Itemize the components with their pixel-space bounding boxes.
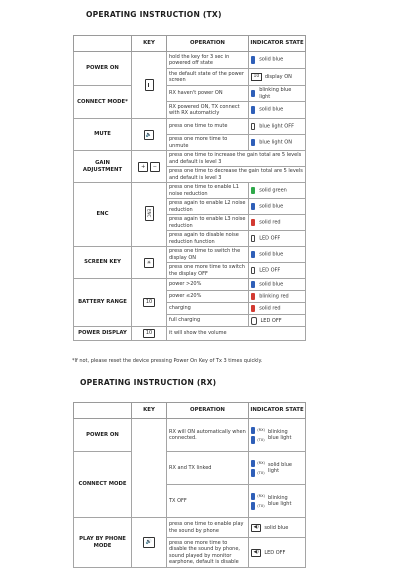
tx-header-row — [74, 36, 306, 52]
speaker-icon: ◀) — [251, 524, 261, 532]
indicator-cell: solid red — [249, 215, 306, 231]
indicator-cell: blue light ON — [249, 135, 306, 151]
led-red-icon — [251, 219, 255, 227]
rx-instruction-table — [73, 402, 306, 568]
led-off-icon — [251, 123, 255, 131]
operation-cell: power >20% — [167, 279, 249, 291]
battery-key-cell — [132, 279, 167, 327]
operation-cell: RX powered ON, TX connect with RX automaticly — [167, 102, 249, 119]
power-key-icon — [145, 79, 154, 91]
screen-key-icon: ☀ — [144, 258, 154, 268]
tx-header-key: KEY — [132, 36, 167, 52]
operation-cell: press one time to enable play the sound by phone — [167, 518, 249, 538]
function-power-on: POWER ON — [74, 52, 132, 86]
speaker-icon: ◀) — [251, 549, 261, 557]
led-blue-icon — [251, 56, 255, 64]
operation-cell: press again to enable L3 noise reduction — [167, 215, 249, 231]
rx-header-indicator: INDICATOR STATE — [249, 403, 306, 419]
gain-key-cell — [132, 151, 167, 183]
function-rx-power-on: POWER ON — [74, 419, 132, 452]
indicator-cell: solid blue — [249, 52, 306, 69]
reset-note: *If not, please reset the device pressing Power On Key of Tx 3 times quickly. — [72, 358, 263, 364]
gain-minus-key-icon: − — [150, 162, 160, 172]
operation-cell: full charging — [167, 315, 249, 327]
table-row — [74, 247, 306, 263]
operation-cell: it will show the volume — [167, 327, 306, 341]
led-rx-icon — [251, 493, 255, 501]
led-red-icon — [251, 305, 255, 313]
function-mute: MUTE — [74, 119, 132, 151]
tx-header-indicator: INDICATOR STATE — [249, 36, 306, 52]
tx-section-title: OPERATING INSTRUCTION (TX) — [86, 10, 222, 19]
indicator-cell: ◀) LED OFF — [249, 538, 306, 568]
indicator-cell: LED OFF — [249, 231, 306, 247]
phone-mode-key-cell — [132, 518, 167, 568]
table-row — [74, 419, 306, 452]
indicator-cell: 10 display ON — [249, 69, 306, 86]
led-off-icon — [251, 235, 255, 243]
led-off-icon — [251, 317, 257, 325]
tx-instruction-table — [73, 35, 306, 341]
led-off-icon — [251, 267, 255, 275]
function-connect-mode: CONNECT MODE* — [74, 86, 132, 119]
table-row — [74, 119, 306, 135]
function-gain-adjustment: GAIN ADJUSTMENT — [74, 151, 132, 183]
indicator-cell: solid red — [249, 303, 306, 315]
mute-key-icon: 🔈 — [145, 131, 153, 138]
table-row — [74, 518, 306, 538]
power-key-cell — [132, 52, 167, 119]
operation-cell: RX and TX linked — [167, 452, 249, 485]
operation-cell: the default state of the power screen — [167, 69, 249, 86]
indicator-cell: solid blue — [249, 102, 306, 119]
indicator-cell: solid blue — [249, 247, 306, 263]
operation-cell: power ≤20% — [167, 291, 249, 303]
indicator-cell: ◀) solid blue — [249, 518, 306, 538]
led-rx-icon — [251, 460, 255, 468]
function-power-display: POWER DISPLAY — [74, 327, 132, 341]
display-icon: 10 — [251, 73, 262, 81]
table-row — [74, 327, 306, 341]
phone-mode-key-icon: 🔊 — [143, 537, 155, 548]
rx-header-function — [74, 403, 132, 419]
indicator-cell: (RX) (TX) blinking blue light — [249, 419, 306, 452]
indicator-cell: solid blue — [249, 279, 306, 291]
function-battery-range: BATTERY RANGE — [74, 279, 132, 327]
gain-plus-key-icon: + — [138, 162, 148, 172]
table-row — [74, 151, 306, 167]
operation-cell: press one time to enable L1 noise reduction — [167, 183, 249, 199]
indicator-cell: blue light OFF — [249, 119, 306, 135]
led-blue-icon — [251, 106, 255, 114]
power-display-icon: 10 — [143, 329, 155, 338]
led-green-icon — [251, 187, 255, 195]
operation-cell: press again to disable noise reduction function — [167, 231, 249, 247]
mute-key-cell — [132, 119, 167, 151]
led-blue-blink-icon — [251, 90, 255, 98]
indicator-cell: LED OFF — [249, 315, 306, 327]
operation-cell: press one time to decrease the gain total are 5 levels and default is level 3 — [167, 167, 306, 183]
tx-header-operation: OPERATION — [167, 36, 249, 52]
led-tx-icon — [251, 469, 255, 477]
operation-cell: press one time to switch the display ON — [167, 247, 249, 263]
table-row — [74, 279, 306, 291]
indicator-cell: blinking red — [249, 291, 306, 303]
led-blue-icon — [251, 203, 255, 211]
rx-header-row — [74, 403, 306, 419]
table-row — [74, 86, 306, 102]
operation-cell: press one time to increase the gain total are 5 levels and default is level 3 — [167, 151, 306, 167]
table-row — [74, 452, 306, 485]
operation-cell: press one more time to unmute — [167, 135, 249, 151]
led-blue-icon — [251, 281, 255, 289]
tx-header-function — [74, 36, 132, 52]
led-red-blink-icon — [251, 293, 255, 301]
led-blue-icon — [251, 139, 255, 147]
operation-cell: charging — [167, 303, 249, 315]
function-rx-connect-mode: CONNECT MODE — [74, 452, 132, 518]
operation-cell: press again to enable L2 noise reduction — [167, 199, 249, 215]
table-row — [74, 183, 306, 199]
led-blue-icon — [251, 251, 255, 259]
battery-display-icon: 10 — [143, 298, 155, 307]
function-enc: ENC — [74, 183, 132, 247]
indicator-cell: blinking blue light — [249, 86, 306, 102]
led-tx-icon — [251, 436, 255, 444]
led-tx-icon — [251, 502, 255, 510]
table-row — [74, 52, 306, 69]
rx-key-cell — [132, 419, 167, 518]
operation-cell: RX haven't power ON — [167, 86, 249, 102]
operation-cell: RX will ON automatically when connected. — [167, 419, 249, 452]
rx-header-key: KEY — [132, 403, 167, 419]
indicator-cell: (RX) (TX) blinking blue light — [249, 485, 306, 518]
rx-header-operation: OPERATION — [167, 403, 249, 419]
function-play-by-phone: PLAY BY PHONE MODE — [74, 518, 132, 568]
indicator-cell: LED OFF — [249, 263, 306, 279]
rx-section-title: OPERATING INSTRUCTION (RX) — [80, 378, 217, 387]
screen-key-cell — [132, 247, 167, 279]
indicator-cell: (RX) (TX) solid blue light — [249, 452, 306, 485]
operation-cell: press one more time to switch the display OFF — [167, 263, 249, 279]
operation-cell: press one time to mute — [167, 119, 249, 135]
operation-cell: press one more time to disable the sound by phone, sound played by monitor earphone, default is disable — [167, 538, 249, 568]
led-rx-icon — [251, 427, 255, 435]
indicator-cell: solid blue — [249, 199, 306, 215]
indicator-cell: solid green — [249, 183, 306, 199]
operation-cell: TX OFF — [167, 485, 249, 518]
power-display-key-cell — [132, 327, 167, 341]
enc-key-cell — [132, 183, 167, 247]
operation-cell: hold the key for 3 sec in powered off state — [167, 52, 249, 69]
enc-key-icon: ENC — [145, 206, 154, 220]
function-screen-key: SCREEN KEY — [74, 247, 132, 279]
